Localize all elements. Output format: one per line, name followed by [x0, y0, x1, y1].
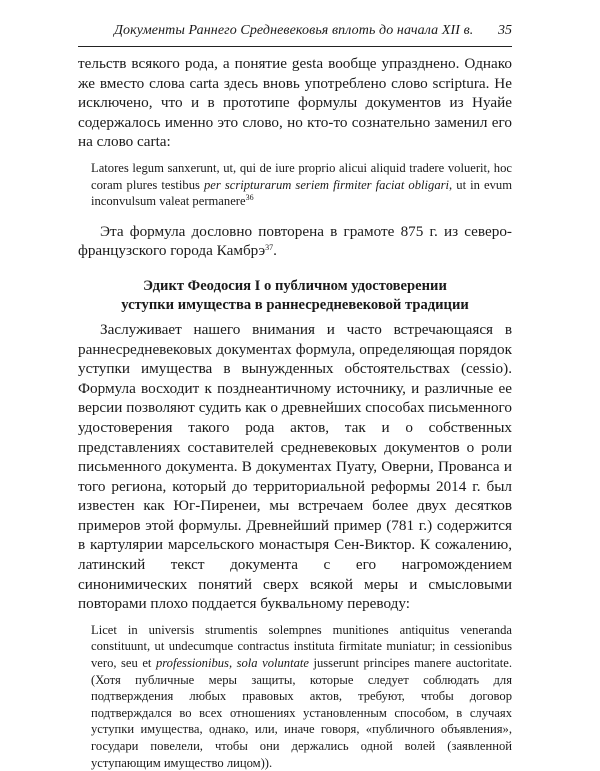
footnote-ref-37[interactable]: 37 — [265, 243, 274, 253]
paragraph-cambrai — [78, 222, 512, 261]
latin-quote-1 — [91, 160, 512, 210]
quote-2-part-c: jusserunt principes manere auctoritate. (Хотя публичные меры защиты, которые следует соблюдать для подтверждения любых правовых актов, требуют, чтобы договор подтверждался во всех отношениях установленным способом, в случаях уступки имущества, однако, или, иначе говоря, «публичного объявления», государи повелели, чтобы они держались одной волей (заявленной уступающим имущество лицом)). — [91, 656, 512, 770]
paragraph-continuation: тельств всякого рода, а понятие gesta вообще упразднено. Однако же вместо слова carta здесь вновь употреблено слово scriptura. Не исключено, что и в прототипе формулы документов из Нуайе содержалось именно это слово, но кто-то сознательно заменил его на слово carta: — [78, 55, 512, 151]
paragraph-cambrai-end: . — [273, 242, 277, 260]
paragraph-cambrai-text: Эта формула дословно повторена в грамоте 875 г. из северо-французского города Камбрэ — [78, 222, 512, 260]
page-number: 35 — [498, 23, 512, 38]
running-header — [78, 20, 512, 47]
paragraph-cessio: Заслуживает нашего внимания и часто встречающаяся в раннесредневековых документах формула, определяющая порядок уступки имущества в вынужденных обстоятельствах (cessio). Формула восходит к позднеантичному источнику, и различные ее версии позволяют судить как о древнейших способах письменного удостоверения такого рода актов, так и о собственных представлениях составителей средневековых документов о роли письменного документа. В документах Пуату, Оверни, Прованса и того региона, который до территориальной реформы 2014 г. был известен как Юг-Пиренеи, мы встречаем более двух десятков примеров этой формулы. Древнейший пример (781 г.) содержится в картулярии марсельского монастыря Сен-Виктор. К сожалению, латинский текст документа с его нагромождением синонимических понятий сверх всякой меры и смысловыми повторами плохо поддается буквальному переводу: — [78, 320, 512, 613]
quote-2-part-a: Licet in universis strumentis solempnes munitiones antiquitus veneranda constituunt, ut undecumque contractus instituta firmitate muniatur; in cessionibus vero, seu et — [91, 622, 512, 671]
section-heading-line-2: уступки имущества в раннесредневековой традиции — [121, 296, 469, 313]
quote-1-part-a: Latores legum sanxerunt, ut, qui de iure proprio alicui aliquid tradere voluerit, hoc coram plures testibus — [91, 160, 512, 192]
main-text — [78, 54, 512, 771]
running-title: Документы Раннего Средневековья вплоть до начала XII в. — [114, 23, 474, 38]
section-heading — [78, 277, 512, 315]
footnote-ref-36[interactable]: 36 — [245, 193, 254, 203]
latin-quote-2 — [91, 622, 512, 771]
quote-2-italic: professionibus, sola voluntate — [155, 656, 309, 671]
section-heading-line-1: Эдикт Феодосия I о публичном удостоверении — [143, 277, 447, 294]
quote-1-italic: per scripturarum seriem firmiter faciat obligari — [204, 177, 450, 192]
quote-1-part-c: , ut in evum inconvulsum valeat permanere — [91, 177, 513, 209]
